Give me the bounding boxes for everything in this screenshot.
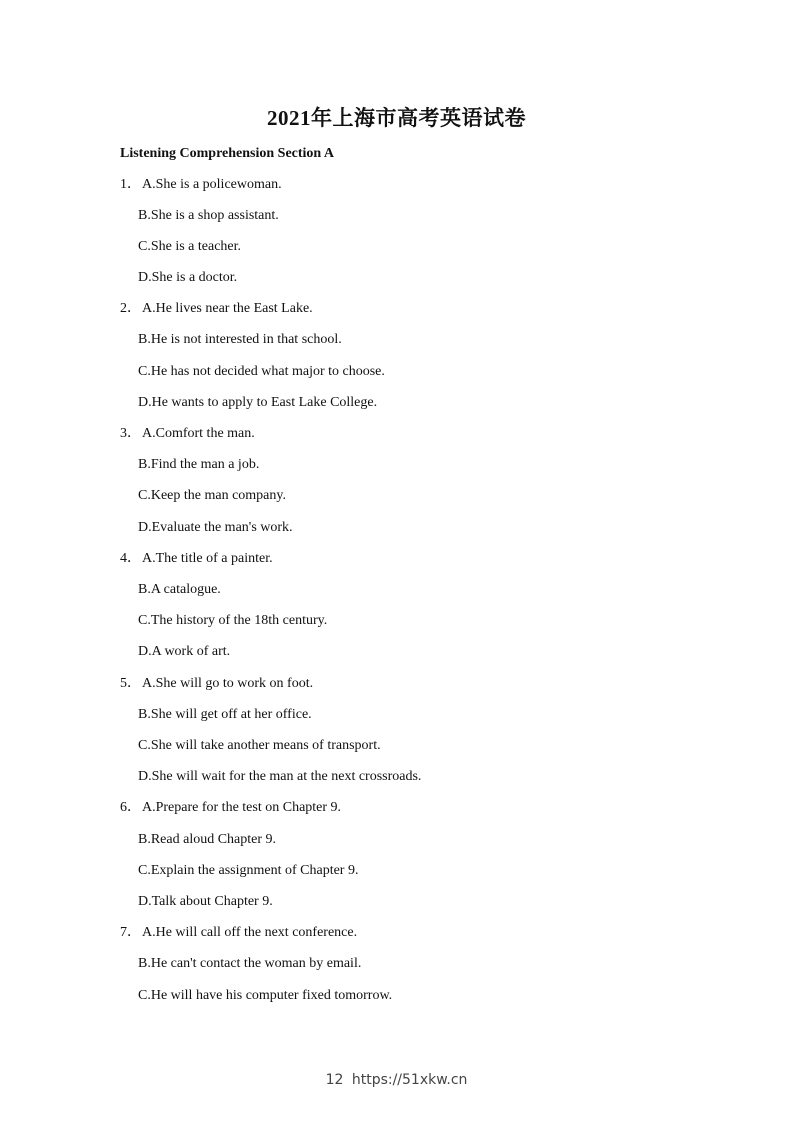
page-footer [0,1071,793,1089]
option-b: B.She will get off at her office. [138,707,312,722]
option-d: D.She is a doctor. [138,270,238,285]
footer-url[interactable]: https://51xkw.cn [351,1072,468,1088]
option-c: C.She is a teacher. [138,239,242,254]
option-b: B.He is not interested in that school. [138,332,342,347]
question-4 [120,550,273,568]
option-b: B.Read aloud Chapter 9. [138,832,277,847]
option-c: C.She will take another means of transport. [138,738,381,753]
question-number: 4． [120,551,141,566]
page-number: 12 [325,1072,344,1088]
option-d: D.He wants to apply to East Lake College. [138,395,378,410]
option-b: B.A catalogue. [138,582,221,597]
option-b: B.He can't contact the woman by email. [138,956,362,971]
question-3 [120,425,255,443]
option-d: D.She will wait for the man at the next crossroads. [138,769,422,784]
option-d: D.A work of art. [138,644,231,659]
question-number: 7． [120,925,141,940]
question-number: 3． [120,426,141,441]
section-heading: Listening Comprehension Section A [120,146,335,161]
option-c: C.He has not decided what major to choose. [138,364,385,379]
question-2 [120,300,313,318]
option-c: C.Explain the assignment of Chapter 9. [138,863,359,878]
option-a: A.He will call off the next conference. [142,925,358,940]
option-a: A.Comfort the man. [142,426,255,441]
option-b: B.She is a shop assistant. [138,208,279,223]
question-number: 5． [120,676,141,691]
question-1 [120,176,282,194]
option-c: C.Keep the man company. [138,488,286,503]
option-b: B.Find the man a job. [138,457,260,472]
question-6 [120,799,341,817]
page-title: 2021年上海市高考英语试卷 [267,106,526,130]
question-number: 2． [120,301,141,316]
option-d: D.Evaluate the man's work. [138,520,293,535]
question-number: 1． [120,177,141,192]
option-d: D.Talk about Chapter 9. [138,894,273,909]
question-5 [120,675,313,693]
option-c: C.He will have his computer fixed tomorrow. [138,988,393,1003]
option-a: A.She is a policewoman. [142,177,282,192]
option-c: C.The history of the 18th century. [138,613,328,628]
option-a: A.Prepare for the test on Chapter 9. [142,800,342,815]
option-a: A.The title of a painter. [142,551,273,566]
option-a: A.She will go to work on foot. [142,676,314,691]
question-7 [120,924,357,942]
question-number: 6． [120,800,141,815]
option-a: A.He lives near the East Lake. [142,301,313,316]
